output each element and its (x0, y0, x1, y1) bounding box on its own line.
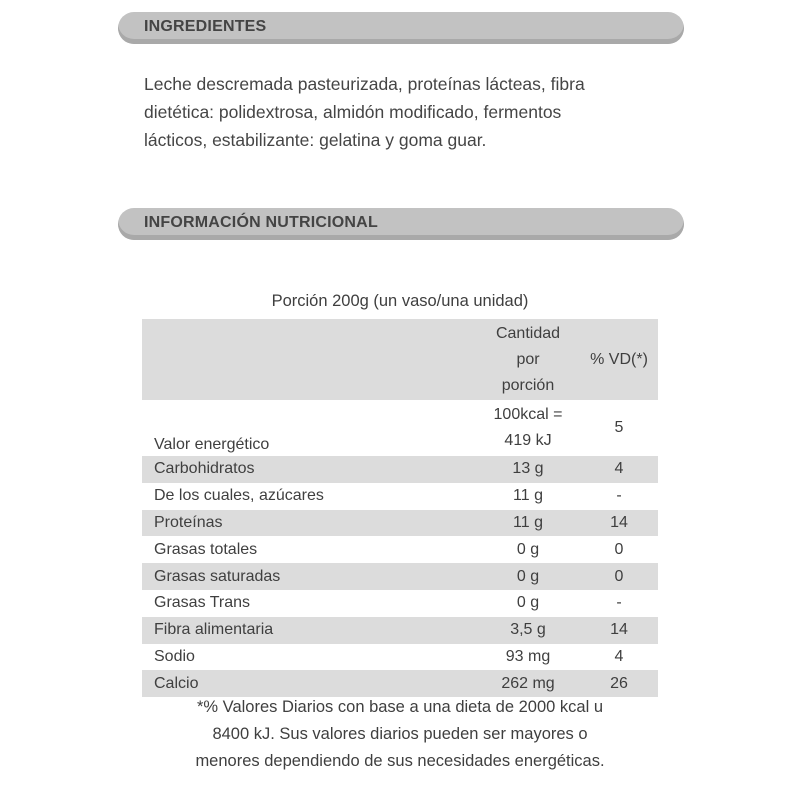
row-name: Grasas saturadas (142, 563, 476, 590)
row-name: Carbohidratos (142, 456, 476, 483)
table-row (142, 644, 658, 671)
footnote-line: menores dependiendo de sus necesidades energéticas. (195, 752, 605, 770)
row-vd: 0 (614, 540, 624, 558)
ingredients-line: dietética: polidextrosa, almidón modificado, fermentos (144, 102, 562, 122)
row-quantity: 13 g (476, 456, 580, 483)
row-name: De los cuales, azúcares (154, 487, 324, 505)
header-quantity-line: porción (501, 376, 555, 394)
row-quantity: 262 mg (476, 670, 580, 697)
energy-quantity-line: 419 kJ (504, 432, 552, 449)
nutrition-table (142, 319, 658, 697)
row-vd: 4 (580, 456, 658, 483)
header-vd: % VD(*) (580, 319, 658, 400)
ingredients-text (144, 70, 674, 154)
row-name: Grasas Trans (154, 594, 251, 612)
header-quantity (476, 319, 580, 400)
row-vd: - (616, 487, 622, 505)
table-row (142, 510, 658, 537)
row-name: Fibra alimentaria (142, 617, 476, 644)
row-vd: 0 (580, 563, 658, 590)
row-vd: 4 (614, 647, 624, 665)
table-row (142, 536, 658, 563)
table-row (142, 456, 658, 483)
table-row-energy (142, 400, 658, 456)
ingredients-line: Leche descremada pasteurizada, proteínas lácteas, fibra (144, 74, 585, 94)
row-name: Proteínas (142, 510, 476, 537)
table-row (142, 563, 658, 590)
footnote-line: 8400 kJ. Sus valores diarios pueden ser mayores o (212, 725, 588, 743)
ingredients-title: INGREDIENTES (144, 18, 267, 35)
header-quantity-line: por (516, 350, 540, 368)
row-name: Grasas totales (154, 540, 258, 558)
row-quantity: 0 g (516, 594, 540, 612)
table-row (142, 590, 658, 617)
row-vd: 14 (580, 510, 658, 537)
table-row (142, 483, 658, 510)
footnote-line: *% Valores Diarios con base a una dieta de 2000 kcal u (196, 698, 604, 716)
row-quantity: 11 g (476, 510, 580, 537)
header-name-cell (142, 319, 476, 400)
row-quantity (476, 400, 580, 456)
row-vd: - (616, 594, 622, 612)
row-quantity: 0 g (476, 563, 580, 590)
row-name: Calcio (142, 670, 476, 697)
row-quantity: 93 mg (505, 647, 551, 665)
row-quantity: 3,5 g (476, 617, 580, 644)
table-row (142, 617, 658, 644)
footnote (142, 694, 658, 775)
row-name: Sodio (154, 647, 195, 665)
row-vd: 14 (580, 617, 658, 644)
energy-quantity-line: 100kcal = (493, 406, 563, 423)
row-quantity: 0 g (516, 540, 540, 558)
row-quantity: 11 g (513, 487, 543, 505)
row-vd: 5 (614, 419, 624, 436)
row-vd: 26 (580, 670, 658, 697)
row-name: Valor energético (154, 436, 270, 453)
nutrition-header (118, 208, 684, 240)
ingredients-header (118, 12, 684, 44)
header-quantity-line: Cantidad (495, 324, 561, 342)
nutrition-title: INFORMACIÓN NUTRICIONAL (144, 214, 378, 231)
ingredients-line: lácticos, estabilizante: gelatina y goma guar. (144, 130, 487, 150)
portion-size: Porción 200g (un vaso/una unidad) (271, 292, 529, 310)
table-header-row (142, 319, 658, 400)
